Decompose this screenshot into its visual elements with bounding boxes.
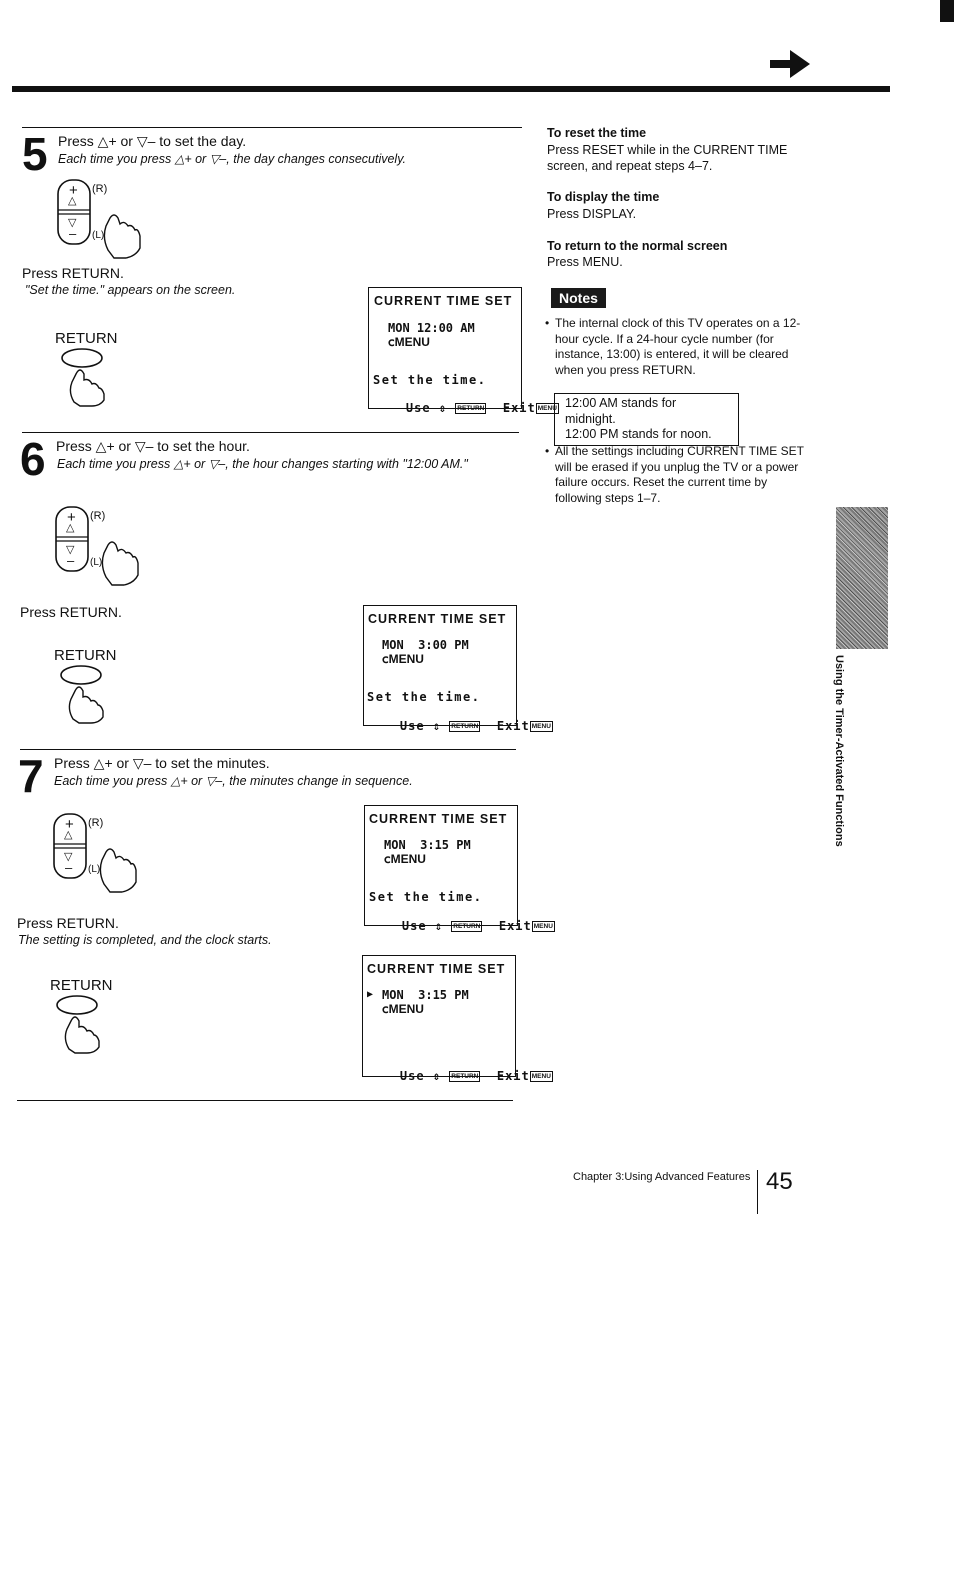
return-key-icon: RETURN (453, 923, 481, 930)
updown-arrow-icon: ⇕ (434, 919, 444, 933)
osd-screen (362, 955, 551, 1083)
menu-key-icon: MENU (531, 1073, 551, 1080)
osd-use-text: Use (401, 919, 427, 933)
return-key-icon: RETURN (457, 405, 485, 412)
step-detail: Each time you press △+ or ▽–, the minutes change in sequence. (54, 774, 413, 788)
osd-title: CURRENT TIME SET (367, 962, 506, 976)
down-label: ▽ (66, 544, 75, 556)
step-detail: Each time you press △+ or ▽–, the day changes consecutively. (58, 152, 406, 166)
return-key-icon: RETURN (451, 723, 479, 730)
minus-label: – (65, 860, 73, 875)
menu-key-icon: MENU (531, 723, 551, 730)
osd-screen (368, 287, 557, 415)
step-note: "Set the time." appears on the screen. (25, 283, 236, 297)
return-button-icon (58, 346, 110, 408)
bullet-icon: • (545, 444, 550, 458)
display-text: Press DISPLAY. (547, 207, 637, 221)
down-label: ▽ (68, 217, 77, 229)
osd-menu-item: ⅽMENU (382, 652, 424, 666)
plus-label: + (65, 816, 74, 833)
osd-menu-item: ⅽMENU (382, 1002, 424, 1016)
plus-label: + (67, 509, 76, 526)
osd-use-line (367, 1055, 553, 1097)
footer-divider (757, 1170, 758, 1214)
step-number: 7 (18, 750, 44, 802)
osd-use-line (369, 905, 555, 947)
page-number: 45 (766, 1168, 793, 1195)
step-instruction: Press △+ or ▽– to set the hour. (56, 438, 250, 454)
step-detail: Each time you press △+ or ▽–, the hour changes starting with "12:00 AM." (57, 457, 468, 471)
sidebar-chapter-label: Using the Timer-Activated Functions (833, 655, 845, 847)
osd-time: MON 12:00 AM (388, 321, 475, 335)
midnight-line: 12:00 AM stands for midnight. (565, 396, 677, 426)
reset-heading: To reset the time (547, 126, 647, 140)
note-text: All the settings including CURRENT TIME SET will be erased if you unplug the TV or a power failure occurs. Reset the current time by following steps 1–7. (555, 444, 804, 505)
osd-screen (363, 605, 551, 733)
menu-key-icon: MENU (537, 405, 557, 412)
step-rule (22, 127, 522, 128)
step-rule (20, 749, 516, 750)
osd-title: CURRENT TIME SET (368, 612, 507, 626)
updown-arrow-icon: ⇕ (438, 401, 448, 415)
up-label: △ (64, 829, 73, 841)
step-number: 6 (20, 433, 46, 485)
osd-menu-item: ⅽMENU (384, 852, 426, 866)
note-item (545, 316, 815, 378)
right-label: (R) (88, 817, 104, 829)
page-edge-mark (940, 0, 954, 22)
osd-use-text: Use (405, 401, 431, 415)
sidebar-tab-pattern (836, 507, 888, 649)
left-label: (L) (90, 557, 103, 568)
return-key-icon: RETURN (451, 1073, 479, 1080)
return-label: RETURN (50, 977, 113, 994)
osd-set-line: Set the time. (373, 373, 487, 387)
footer-chapter: Chapter 3:Using Advanced Features (573, 1171, 751, 1183)
remote-buttons-illustration (54, 505, 154, 587)
plus-label: + (69, 182, 78, 199)
osd-screen (364, 805, 553, 933)
osd-exit-text: Exit (496, 719, 530, 733)
note-text: The internal clock of this TV operates on a 12-hour cycle. If a 24-hour cycle number (for instance, 13:00) is entered, it will be cleared when you press RETURN. (555, 316, 801, 377)
osd-exit-text: Exit (498, 919, 532, 933)
noon-line: 12:00 PM stands for noon. (565, 427, 712, 441)
step-instruction: Press △+ or ▽– to set the day. (58, 133, 247, 149)
press-return-text: Press RETURN. (17, 915, 119, 931)
return-label: RETURN (54, 647, 117, 664)
osd-cursor-arrow-icon: ▶ (367, 989, 374, 1000)
press-return-text: Press RETURN. (20, 604, 122, 620)
note-item (545, 444, 805, 506)
right-label: (R) (92, 183, 108, 195)
osd-use-text: Use (399, 719, 425, 733)
return-button-icon (53, 993, 105, 1055)
osd-time: MON 3:15 PM (384, 838, 471, 852)
osd-menu-item: ⅽMENU (388, 335, 430, 349)
return-button-icon (57, 663, 109, 725)
updown-arrow-icon: ⇕ (432, 719, 442, 733)
osd-title: CURRENT TIME SET (369, 812, 508, 826)
remote-buttons-illustration (56, 178, 156, 260)
section-end-rule (17, 1100, 513, 1101)
osd-use-line (367, 705, 553, 747)
step-instruction: Press △+ or ▽– to set the minutes. (54, 755, 270, 771)
minus-label: – (67, 553, 75, 568)
left-label: (L) (92, 230, 105, 241)
osd-use-line (373, 387, 559, 429)
display-heading: To display the time (547, 190, 660, 204)
up-label: △ (66, 522, 75, 534)
osd-time: MON 3:00 PM (382, 638, 469, 652)
minus-label: – (69, 226, 77, 241)
osd-exit-text: Exit (496, 1069, 530, 1083)
updown-arrow-icon: ⇕ (432, 1069, 442, 1083)
header-rule (12, 86, 890, 92)
menu-key-icon: MENU (533, 923, 553, 930)
return-normal-heading: To return to the normal screen (547, 239, 728, 253)
osd-set-line: Set the time. (369, 890, 483, 904)
left-label: (L) (88, 864, 101, 875)
next-page-arrow-icon (770, 50, 810, 78)
midnight-noon-box (554, 393, 739, 446)
notes-badge: Notes (551, 288, 606, 308)
step-number: 5 (22, 128, 48, 180)
up-label: △ (68, 195, 77, 207)
osd-exit-text: Exit (502, 401, 536, 415)
down-label: ▽ (64, 851, 73, 863)
return-normal-text: Press MENU. (547, 255, 623, 269)
step-note: The setting is completed, and the clock starts. (18, 933, 272, 947)
return-label: RETURN (55, 330, 118, 347)
press-return-text: Press RETURN. (22, 265, 124, 281)
step-rule (22, 432, 519, 433)
osd-time: MON 3:15 PM (382, 988, 469, 1002)
osd-use-text: Use (399, 1069, 425, 1083)
bullet-icon: • (545, 316, 550, 330)
osd-set-line: Set the time. (367, 690, 481, 704)
reset-text: Press RESET while in the CURRENT TIME screen, and repeat steps 4–7. (547, 143, 788, 173)
remote-buttons-illustration (52, 812, 152, 894)
right-label: (R) (90, 510, 106, 522)
osd-title: CURRENT TIME SET (374, 294, 513, 308)
